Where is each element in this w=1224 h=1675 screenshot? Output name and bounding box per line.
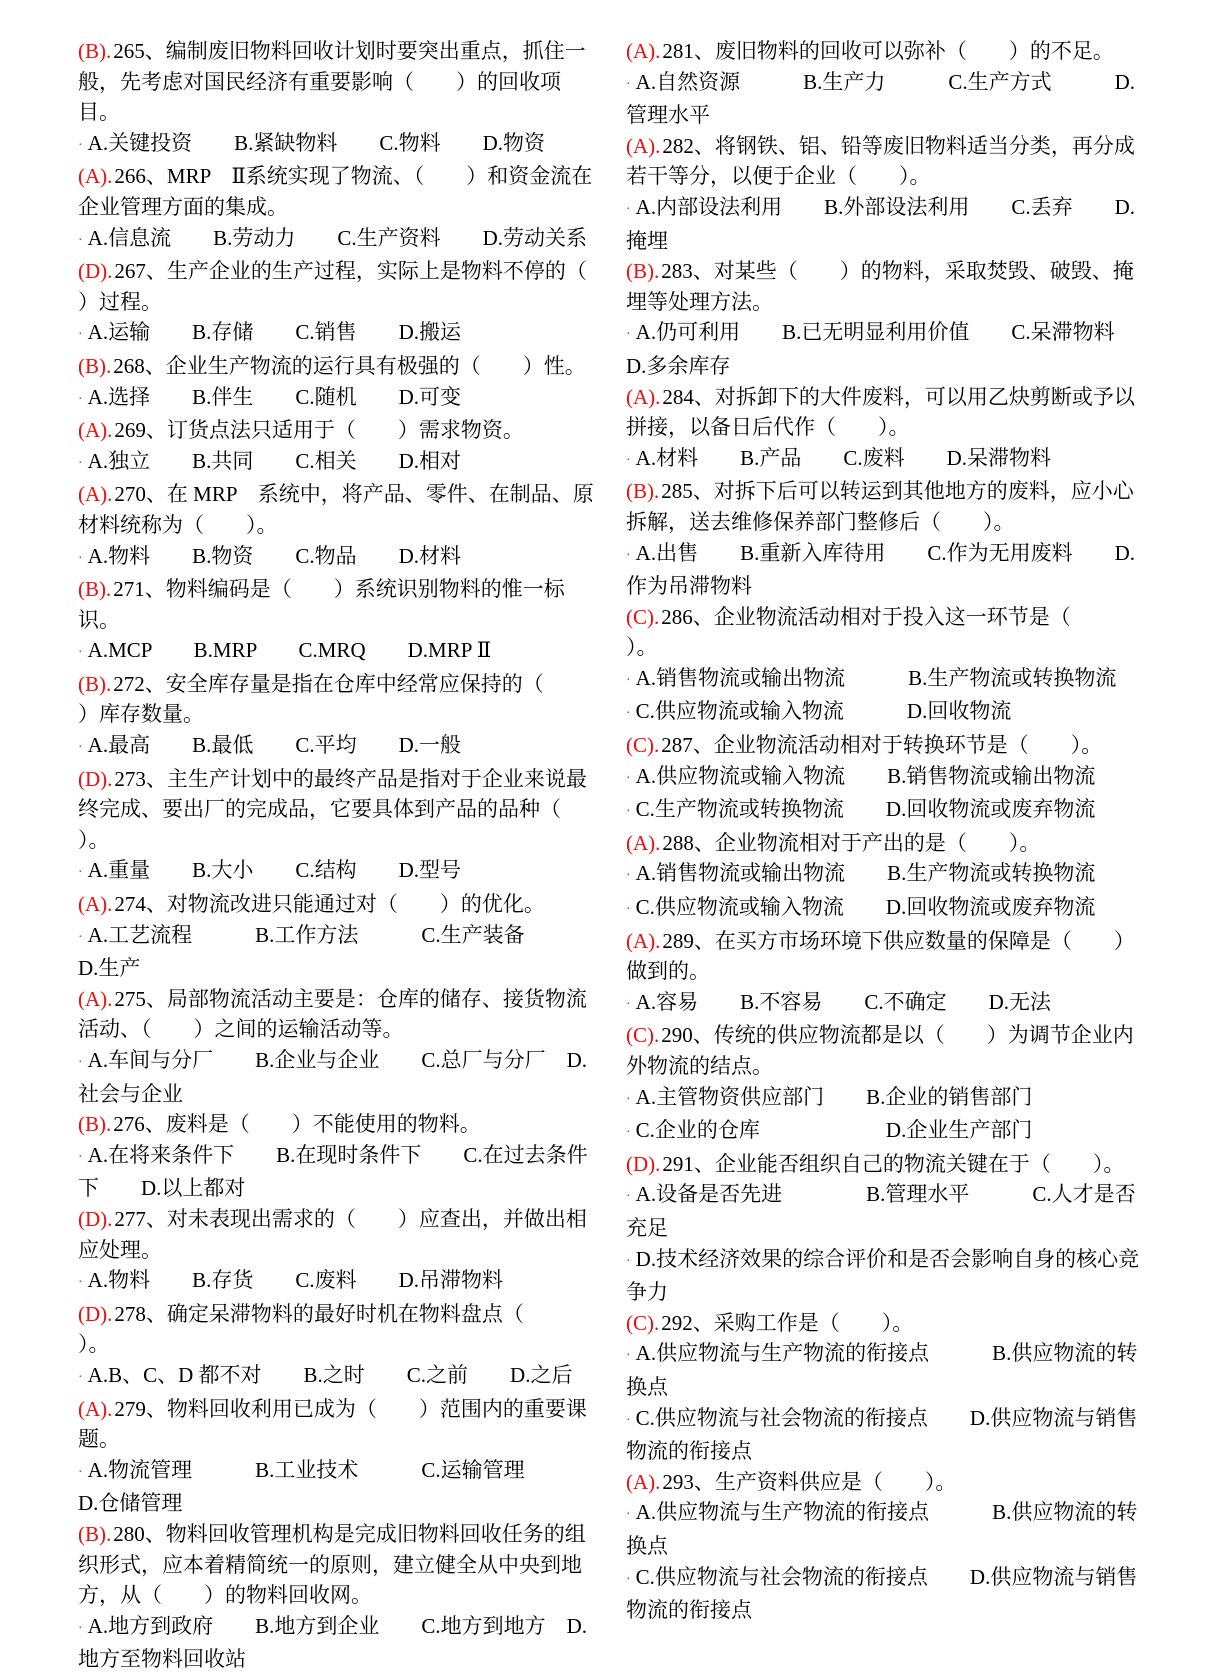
question-block xyxy=(626,476,1143,601)
answer-marker: (B). xyxy=(78,671,112,696)
right-column xyxy=(626,36,1143,1675)
answer-marker: (D). xyxy=(78,259,113,284)
answer-marker: (A). xyxy=(78,164,113,189)
left-column xyxy=(78,36,629,1675)
bullet-dot-icon: · xyxy=(626,1125,631,1141)
question-block xyxy=(78,1299,595,1394)
question-text xyxy=(78,1299,595,1360)
question-text xyxy=(78,984,595,1045)
question-text xyxy=(78,764,603,856)
question-block xyxy=(626,131,1143,256)
bullet-dot-icon: · xyxy=(626,770,631,786)
question-text xyxy=(626,730,1143,761)
option-line xyxy=(626,761,1143,795)
option-text: A.销售物流或输出物流 B.生产物流或转换物流 xyxy=(635,861,1096,886)
option-line xyxy=(626,192,1143,256)
bullet-dot-icon: · xyxy=(78,740,83,756)
bullet-dot-icon: · xyxy=(626,1348,631,1364)
option-text: A.自然资源 B.生产力 C.生产方式 D.管理水平 xyxy=(626,69,1136,128)
option-text: A.工艺流程 B.工作方法 C.生产装备 D.生产 xyxy=(78,922,588,981)
option-line xyxy=(78,1265,595,1299)
question-text xyxy=(78,1394,595,1455)
question-body-text: 280、物料回收管理机构是完成旧物料回收任务的组织形式，应本着精简统一的原则，建立健全从中央到地方，从（ ）的物料回收网。 xyxy=(78,1521,586,1608)
question-body-text: 291、企业能否组织自己的物流关键在于（ ）。 xyxy=(662,1151,1125,1176)
option-text: A.最高 B.最低 C.平均 D.一般 xyxy=(87,733,462,758)
option-text: C.供应物流与社会物流的衔接点 D.供应物流与销售物流的衔接点 xyxy=(626,1405,1138,1464)
answer-marker: (A). xyxy=(626,830,661,855)
question-text xyxy=(626,131,1143,192)
option-line xyxy=(626,1338,1143,1402)
question-text xyxy=(626,1467,1143,1498)
answer-marker: (B). xyxy=(78,1521,112,1546)
question-body-text: 279、物料回收利用已成为（ ）范围内的重要课题。 xyxy=(78,1396,587,1452)
question-block xyxy=(78,889,595,984)
option-text: C.生产物流或转换物流 D.回收物流或废弃物流 xyxy=(635,797,1096,822)
question-text xyxy=(626,1149,1143,1180)
question-block xyxy=(78,1394,595,1519)
option-line xyxy=(78,1045,595,1109)
bullet-dot-icon: · xyxy=(78,327,83,343)
document-page xyxy=(78,36,1143,1675)
answer-marker: (B). xyxy=(626,479,660,504)
option-line xyxy=(78,635,595,669)
option-line xyxy=(626,538,1143,602)
option-line xyxy=(626,696,1143,730)
bullet-dot-icon: · xyxy=(78,1620,83,1636)
question-body-text: 286、企业物流活动相对于投入这一环节是（ ）。 xyxy=(626,604,1113,660)
question-text xyxy=(78,669,595,730)
question-body-text: 267、生产企业的生产过程，实际上是物料不停的（ ）过程。 xyxy=(78,259,629,314)
option-line xyxy=(626,1115,1143,1149)
option-text: A.独立 B.共同 C.相关 D.相对 xyxy=(87,448,462,473)
question-body-text: 289、在买方市场环境下供应数量的保障是（ ）做到的。 xyxy=(626,928,1135,984)
answer-marker: (C). xyxy=(626,1310,660,1335)
option-line xyxy=(626,1497,1143,1561)
answer-marker: (A). xyxy=(78,1396,113,1421)
question-text xyxy=(78,351,595,382)
option-text: A.设备是否先进 B.管理水平 C.人才是否充足 xyxy=(626,1182,1136,1240)
question-block xyxy=(78,574,595,669)
option-line xyxy=(626,443,1143,477)
option-text: A.仍可利用 B.已无明显利用价值 C.呆滞物料 D.多余库存 xyxy=(626,320,1136,378)
question-text xyxy=(78,415,595,446)
question-text xyxy=(78,1109,595,1140)
bullet-dot-icon: · xyxy=(626,1253,631,1269)
question-body-text: 282、将钢铁、铝、铅等废旧物料适当分类，再分成若干等分，以便于企业（ ）。 xyxy=(626,133,1135,189)
question-block xyxy=(626,382,1143,477)
bullet-dot-icon: · xyxy=(78,929,83,945)
answer-marker: (B). xyxy=(78,353,112,378)
bullet-dot-icon: · xyxy=(626,452,631,468)
bullet-dot-icon: · xyxy=(626,76,631,92)
question-body-text: 284、对拆卸下的大件废料，可以用乙炔剪断或予以拼接，以备日后代作（ ）。 xyxy=(626,384,1135,440)
answer-marker: (B). xyxy=(78,1112,112,1137)
option-text: A.物料 B.存货 C.废料 D.吊滞物料 xyxy=(87,1268,504,1293)
question-block xyxy=(78,764,603,889)
bullet-dot-icon: · xyxy=(626,1412,631,1428)
question-text xyxy=(626,828,1143,859)
bullet-dot-icon: · xyxy=(626,996,631,1012)
option-line xyxy=(626,1179,1143,1243)
question-body-text: 272、安全库存量是指在仓库中经常应保持的（ ）库存数量。 xyxy=(78,671,586,727)
option-text: A.材料 B.产品 C.废料 D.呆滞物料 xyxy=(635,445,1052,470)
option-line xyxy=(626,1562,1143,1626)
option-line xyxy=(78,1140,595,1204)
bullet-dot-icon: · xyxy=(626,902,631,918)
option-text: A.B、C、D 都不对 B.之时 C.之前 D.之后 xyxy=(87,1362,573,1387)
option-text: A.运输 B.存储 C.销售 D.搬运 xyxy=(87,320,462,345)
option-text: A.主管物资供应部门 B.企业的销售部门 xyxy=(635,1084,1033,1109)
bullet-dot-icon: · xyxy=(626,201,631,217)
question-block xyxy=(78,479,595,574)
option-line xyxy=(78,382,595,416)
question-block xyxy=(78,415,595,479)
option-line xyxy=(78,1360,595,1394)
question-text xyxy=(78,574,595,635)
question-body-text: 278、确定呆滞物料的最好时机在物料盘点（ ）。 xyxy=(78,1301,566,1357)
question-body-text: 283、对某些（ ）的物料，采取焚毁、破毁、掩埋等处理方法。 xyxy=(626,259,1134,314)
question-block xyxy=(78,1519,595,1675)
question-text xyxy=(78,1519,595,1611)
bullet-dot-icon: · xyxy=(626,547,631,563)
question-block xyxy=(78,36,595,161)
question-block xyxy=(626,602,1143,730)
answer-marker: (B). xyxy=(78,577,112,602)
answer-marker: (A). xyxy=(78,482,113,507)
question-block xyxy=(626,1149,1143,1308)
question-text xyxy=(78,256,629,317)
question-body-text: 285、对拆下后可以转运到其他地方的废料，应小心拆解，送去维修保养部门整修后（ ）。 xyxy=(626,479,1134,534)
bullet-dot-icon: · xyxy=(626,1571,631,1587)
bullet-dot-icon: · xyxy=(626,1091,631,1107)
question-body-text: 270、在 MRP 系统中，将产品、零件、在制品、原材料统称为（ ）。 xyxy=(78,482,594,537)
question-text xyxy=(78,161,595,222)
option-line xyxy=(626,1403,1143,1467)
option-text: A.关键投资 B.紧缺物料 C.物料 D.物资 xyxy=(87,130,546,155)
question-body-text: 275、局部物流活动主要是：仓库的储存、接货物流活动、（ ）之间的运输活动等。 xyxy=(78,986,587,1042)
question-text xyxy=(626,36,1143,67)
option-line xyxy=(626,67,1143,131)
option-line xyxy=(626,858,1143,892)
option-line xyxy=(78,128,595,162)
answer-marker: (C). xyxy=(626,1023,660,1048)
answer-marker: (D). xyxy=(78,1301,113,1326)
question-block xyxy=(78,984,595,1109)
option-line xyxy=(626,317,1143,381)
question-body-text: 265、编制废旧物料回收计划时要突出重点，抓住一般，先考虑对国民经济有重要影响（ ）的回收项目。 xyxy=(78,39,586,125)
bullet-dot-icon: · xyxy=(626,706,631,722)
option-text: D.技术经济效果的综合评价和是否会影响自身的核心竞争力 xyxy=(626,1246,1140,1305)
question-body-text: 292、采购工作是（ ）。 xyxy=(661,1310,914,1335)
question-body-text: 287、企业物流活动相对于转换环节是（ ）。 xyxy=(661,733,1103,758)
question-body-text: 266、MRP Ⅱ系统实现了物流、（ ）和资金流在企业管理方面的集成。 xyxy=(78,164,593,219)
option-text: C.企业的仓库 D.企业生产部门 xyxy=(635,1118,1033,1143)
question-body-text: 273、主生产计划中的最终产品是指对于企业来说最终完成、要出厂的完成品，它要具体到产品的品种（ ）。 xyxy=(78,766,603,852)
option-text: A.MCP B.MRP C.MRQ D.MRP Ⅱ xyxy=(87,638,492,663)
answer-marker: (C). xyxy=(626,604,660,629)
question-block xyxy=(626,256,1143,381)
answer-marker: (A). xyxy=(626,1469,661,1494)
answer-marker: (B). xyxy=(78,39,112,63)
question-body-text: 281、废旧物料的回收可以弥补（ ）的不足。 xyxy=(662,39,1114,63)
question-body-text: 277、对未表现出需求的（ ）应查出，并做出相应处理。 xyxy=(78,1206,587,1262)
option-text: A.供应物流或输入物流 B.销售物流或输出物流 xyxy=(635,763,1096,788)
option-line xyxy=(78,446,595,480)
answer-marker: (D). xyxy=(626,1151,661,1176)
option-line xyxy=(626,1244,1143,1308)
question-body-text: 268、企业生产物流的运行具有极强的（ ）性。 xyxy=(113,353,586,378)
option-text: A.供应物流与生产物流的衔接点 B.供应物流的转换点 xyxy=(626,1341,1138,1399)
question-block xyxy=(626,926,1143,1021)
option-text: A.供应物流与生产物流的衔接点 B.供应物流的转换点 xyxy=(626,1500,1138,1558)
option-line xyxy=(78,317,595,351)
bullet-dot-icon: · xyxy=(78,550,83,566)
question-text xyxy=(626,382,1143,443)
bullet-dot-icon: · xyxy=(78,232,83,248)
question-text xyxy=(626,1308,1143,1339)
option-text: C.供应物流与社会物流的衔接点 D.供应物流与销售物流的衔接点 xyxy=(626,1564,1138,1623)
bullet-dot-icon: · xyxy=(78,1464,83,1480)
option-line xyxy=(78,1455,595,1519)
answer-marker: (A). xyxy=(78,418,113,443)
option-text: A.物料 B.物资 C.物品 D.材料 xyxy=(87,543,462,568)
bullet-dot-icon: · xyxy=(626,804,631,820)
bullet-dot-icon: · xyxy=(78,455,83,471)
option-line xyxy=(78,541,595,575)
bullet-dot-icon: · xyxy=(78,1369,83,1385)
bullet-dot-icon: · xyxy=(626,868,631,884)
question-block xyxy=(626,828,1143,926)
option-line xyxy=(78,1611,595,1675)
bullet-dot-icon: · xyxy=(626,1189,631,1205)
option-line xyxy=(78,223,595,257)
question-block xyxy=(78,669,595,764)
question-block xyxy=(78,161,595,256)
question-body-text: 293、生产资料供应是（ ）。 xyxy=(662,1469,957,1494)
question-text xyxy=(626,256,1143,317)
option-text: A.销售物流或输出物流 B.生产物流或转换物流 xyxy=(635,665,1117,690)
bullet-dot-icon: · xyxy=(78,391,83,407)
bullet-dot-icon: · xyxy=(626,1507,631,1523)
option-text: A.车间与分厂 B.企业与企业 C.总厂与分厂 D.社会与企业 xyxy=(78,1048,588,1106)
bullet-dot-icon: · xyxy=(78,865,83,881)
question-text xyxy=(78,889,595,920)
option-text: A.信息流 B.劳动力 C.生产资料 D.劳动关系 xyxy=(87,225,588,250)
question-body-text: 274、对物流改进只能通过对（ ）的优化。 xyxy=(114,892,545,917)
answer-marker: (D). xyxy=(78,1206,113,1231)
question-block xyxy=(78,1204,595,1299)
answer-marker: (A). xyxy=(626,928,661,953)
question-text xyxy=(78,1204,595,1265)
question-block xyxy=(626,1308,1143,1467)
answer-marker: (C). xyxy=(626,733,660,758)
question-block xyxy=(78,1109,595,1204)
answer-marker: (A). xyxy=(626,133,661,158)
option-text: A.地方到政府 B.地方到企业 C.地方到地方 D.地方至物料回收站 xyxy=(78,1613,588,1672)
bullet-dot-icon: · xyxy=(78,645,83,661)
option-line xyxy=(626,663,1143,697)
option-text: A.容易 B.不容易 C.不确定 D.无法 xyxy=(635,989,1052,1014)
bullet-dot-icon: · xyxy=(78,1275,83,1291)
question-body-text: 271、物料编码是（ ）系统识别物料的惟一标识。 xyxy=(78,577,565,632)
question-text xyxy=(78,479,595,540)
option-text: A.在将来条件下 B.在现时条件下 C.在过去条件下 D.以上都对 xyxy=(78,1142,588,1201)
answer-marker: (A). xyxy=(78,892,113,917)
option-line xyxy=(78,855,595,889)
option-line xyxy=(78,730,595,764)
question-body-text: 276、废料是（ ）不能使用的物料。 xyxy=(113,1112,481,1137)
answer-marker: (D). xyxy=(78,766,113,791)
bullet-dot-icon: · xyxy=(78,137,83,153)
answer-marker: (A). xyxy=(626,39,661,63)
question-block xyxy=(626,1467,1143,1626)
answer-marker: (B). xyxy=(626,259,660,284)
option-line xyxy=(626,987,1143,1021)
option-text: C.供应物流或输入物流 D.回收物流 xyxy=(635,699,1012,724)
question-text xyxy=(626,602,1143,663)
question-block xyxy=(626,36,1143,131)
option-line xyxy=(78,920,595,984)
option-line xyxy=(626,1082,1143,1116)
question-block xyxy=(626,730,1143,828)
bullet-dot-icon: · xyxy=(78,1149,83,1165)
option-line xyxy=(626,892,1143,926)
question-block xyxy=(626,1020,1143,1148)
option-text: A.出售 B.重新入库待用 C.作为无用废料 D.作为吊滞物料 xyxy=(626,540,1136,599)
question-block xyxy=(78,256,629,351)
bullet-dot-icon: · xyxy=(78,1055,83,1070)
question-body-text: 288、企业物流相对于产出的是（ ）。 xyxy=(662,830,1041,855)
answer-marker: (A). xyxy=(78,986,113,1011)
bullet-dot-icon: · xyxy=(626,672,631,688)
question-block xyxy=(78,351,595,415)
question-text xyxy=(626,1020,1143,1081)
option-line xyxy=(626,794,1143,828)
option-text: A.内部设法利用 B.外部设法利用 C.丢弃 D.掩埋 xyxy=(626,194,1136,253)
question-body-text: 290、传统的供应物流都是以（ ）为调节企业内外物流的结点。 xyxy=(626,1023,1134,1078)
bullet-dot-icon: · xyxy=(626,327,631,343)
answer-marker: (A). xyxy=(626,384,661,409)
question-text xyxy=(78,36,595,128)
option-text: A.物流管理 B.工业技术 C.运输管理 D.仓储管理 xyxy=(78,1457,588,1516)
question-body-text: 269、订货点法只适用于（ ）需求物资。 xyxy=(114,418,524,443)
option-text: A.选择 B.伴生 C.随机 D.可变 xyxy=(87,384,462,409)
question-text xyxy=(626,476,1143,537)
option-text: C.供应物流或输入物流 D.回收物流或废弃物流 xyxy=(635,895,1096,920)
question-text xyxy=(626,926,1143,987)
option-text: A.重量 B.大小 C.结构 D.型号 xyxy=(87,858,462,883)
